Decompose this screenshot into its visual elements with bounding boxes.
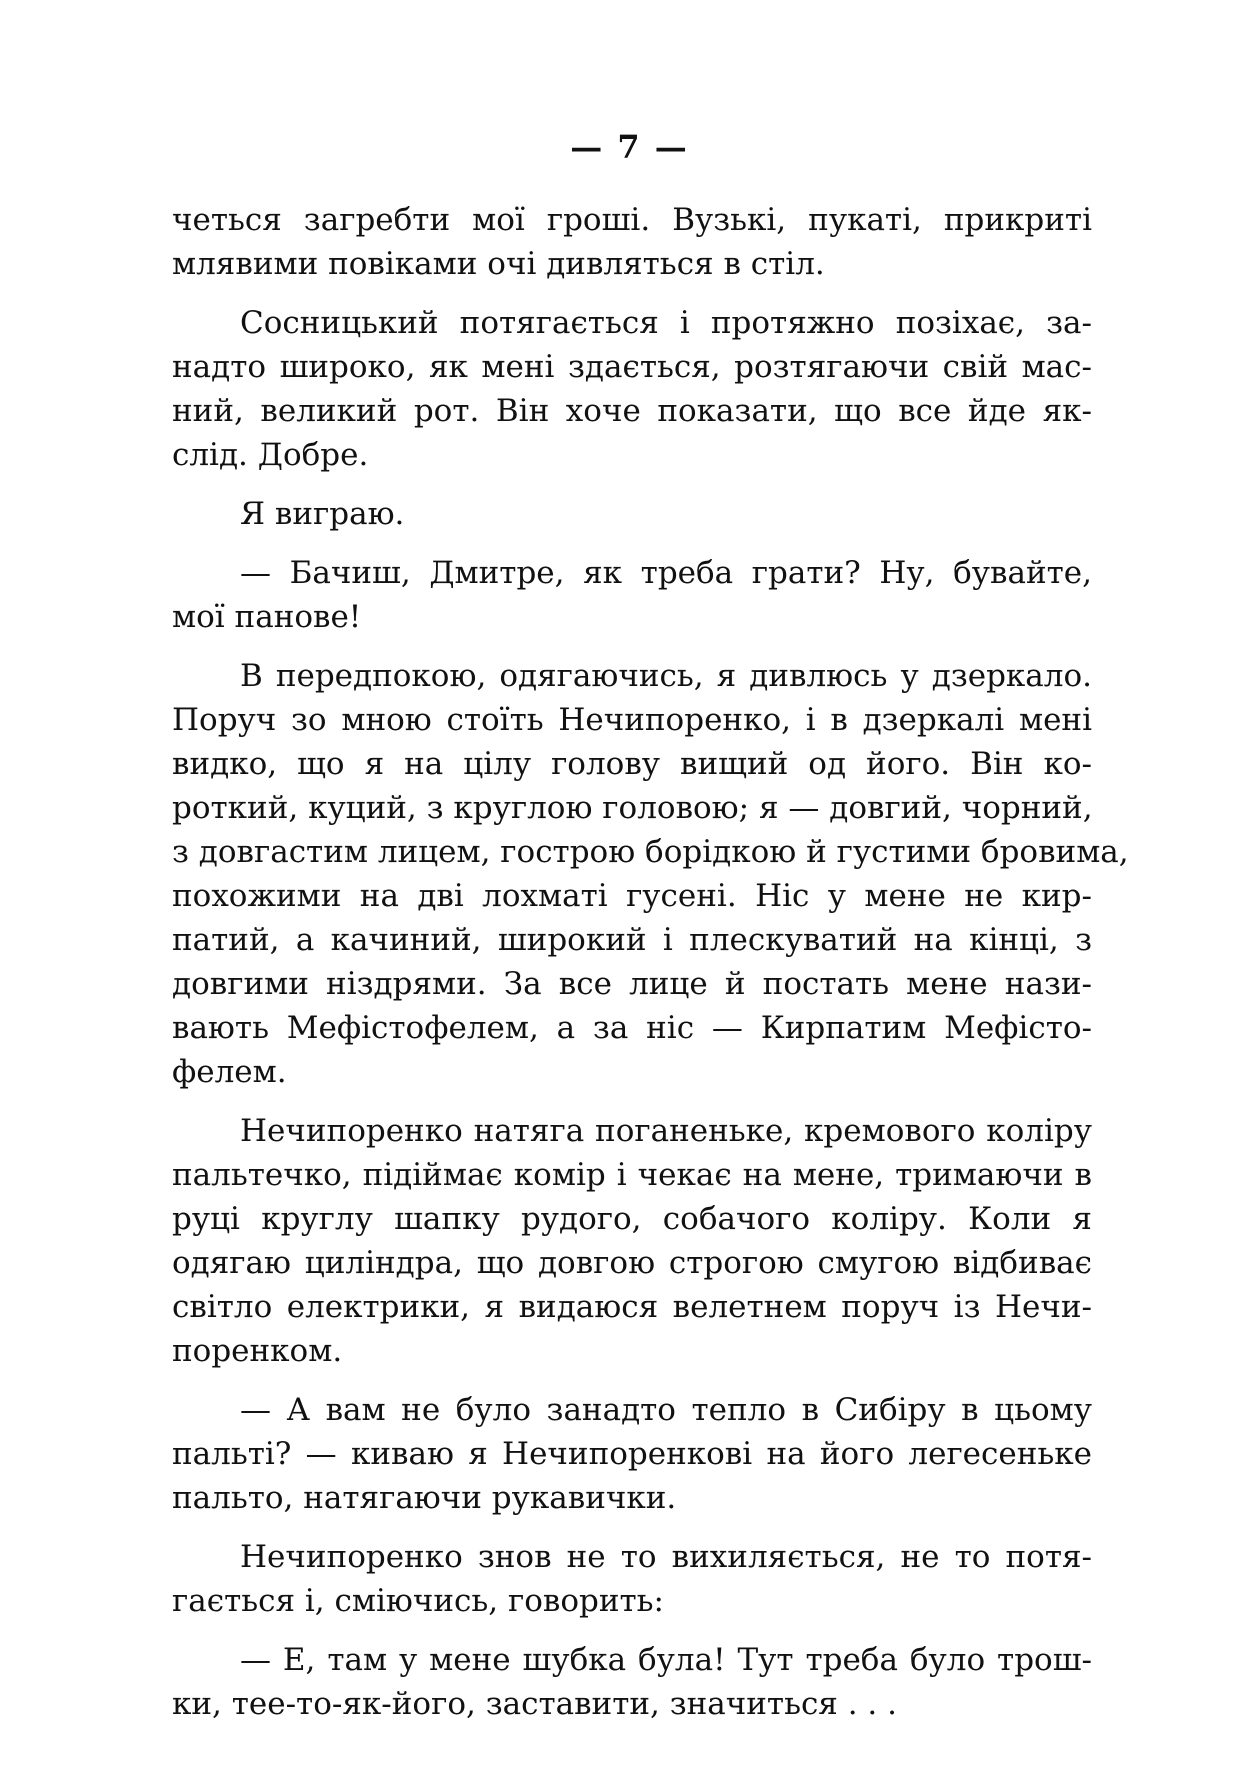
text-line: роткий, куций, з круглою головою; я — довгий, чорний, xyxy=(172,790,1093,826)
paragraph xyxy=(172,1109,1092,1373)
text-line: фелем. xyxy=(172,1054,287,1090)
text-line: Поруч зо мною стоїть Нечипоренко, і в дзеркалі мені xyxy=(172,702,1092,738)
text-line: пальто, натягаючи рукавички. xyxy=(172,1480,677,1516)
text-line: патий, а качиний, широкий і плескуватий на кінці, з xyxy=(172,922,1092,958)
text-line: світло електрики, я видаюся велетнем поруч із Нечи- xyxy=(172,1289,1092,1325)
text-line: — А вам не було занадто тепло в Сибіру в цьому xyxy=(240,1392,1092,1428)
text-line: Нечипоренко знов не то вихиляється, не то потя- xyxy=(240,1539,1092,1575)
text-line: гається і, сміючись, говорить: xyxy=(172,1583,664,1619)
paragraph xyxy=(172,198,1092,286)
text-line: поренком. xyxy=(172,1333,343,1369)
text-line: слід. Добре. xyxy=(172,437,369,473)
text-line: мої панове! xyxy=(172,599,362,635)
text-line: видко, що я на цілу голову вищий од його. Він ко- xyxy=(172,746,1092,782)
paragraph xyxy=(172,1638,1092,1726)
text-line: ний, великий рот. Він хоче показати, що все йде як- xyxy=(172,393,1092,429)
text-line: одягаю циліндра, що довгою строгою смугою відбиває xyxy=(172,1245,1092,1281)
text-line: ки, тее-то-як-його, заставити, значиться . . . xyxy=(172,1686,897,1722)
text-line: — Бачиш, Дмитре, як треба грати? Ну, бувайте, xyxy=(240,555,1092,591)
page-number: — 7 — xyxy=(570,128,689,166)
paragraph xyxy=(172,492,1092,536)
paragraph xyxy=(172,654,1129,1094)
text-line: В передпокою, одягаючись, я дивлюсь у дзеркало. xyxy=(240,658,1092,694)
text-line: Нечипоренко натяга поганеньке, кремового коліру xyxy=(240,1113,1092,1149)
text-line: руці круглу шапку рудого, собачого коліру. Коли я xyxy=(172,1201,1092,1237)
paragraph xyxy=(172,551,1092,639)
text-line: Сосницький потягається і протяжно позіхає, за- xyxy=(240,305,1092,341)
text-line: четься загребти мої гроші. Вузькі, пукаті, прикриті xyxy=(172,202,1092,238)
body-text xyxy=(172,198,1129,1741)
text-line: надто широко, як мені здається, розтягаючи свій мас- xyxy=(172,349,1092,385)
text-line: — Е, там у мене шубка була! Тут треба було трош- xyxy=(240,1642,1092,1678)
text-line: пальтечко, підіймає комір і чекає на мене, тримаючи в xyxy=(172,1157,1092,1193)
text-line: вають Мефістофелем, а за ніс — Кирпатим Мефісто- xyxy=(172,1010,1092,1046)
text-line: з довгастим лицем, гострою борідкою й густими бровима, xyxy=(172,834,1129,870)
text-line: довгими ніздрями. За все лице й постать мене нази- xyxy=(172,966,1092,1002)
text-line: Я виграю. xyxy=(240,496,405,532)
paragraph xyxy=(172,1535,1092,1623)
paragraph xyxy=(172,1388,1092,1520)
text-line: похожими на дві лохматі гусені. Ніс у мене не кир- xyxy=(172,878,1092,914)
text-line: млявими повіками очі дивляться в стіл. xyxy=(172,246,825,282)
text-line: пальті? — киваю я Нечипоренкові на його легесеньке xyxy=(172,1436,1092,1472)
paragraph xyxy=(172,301,1092,477)
